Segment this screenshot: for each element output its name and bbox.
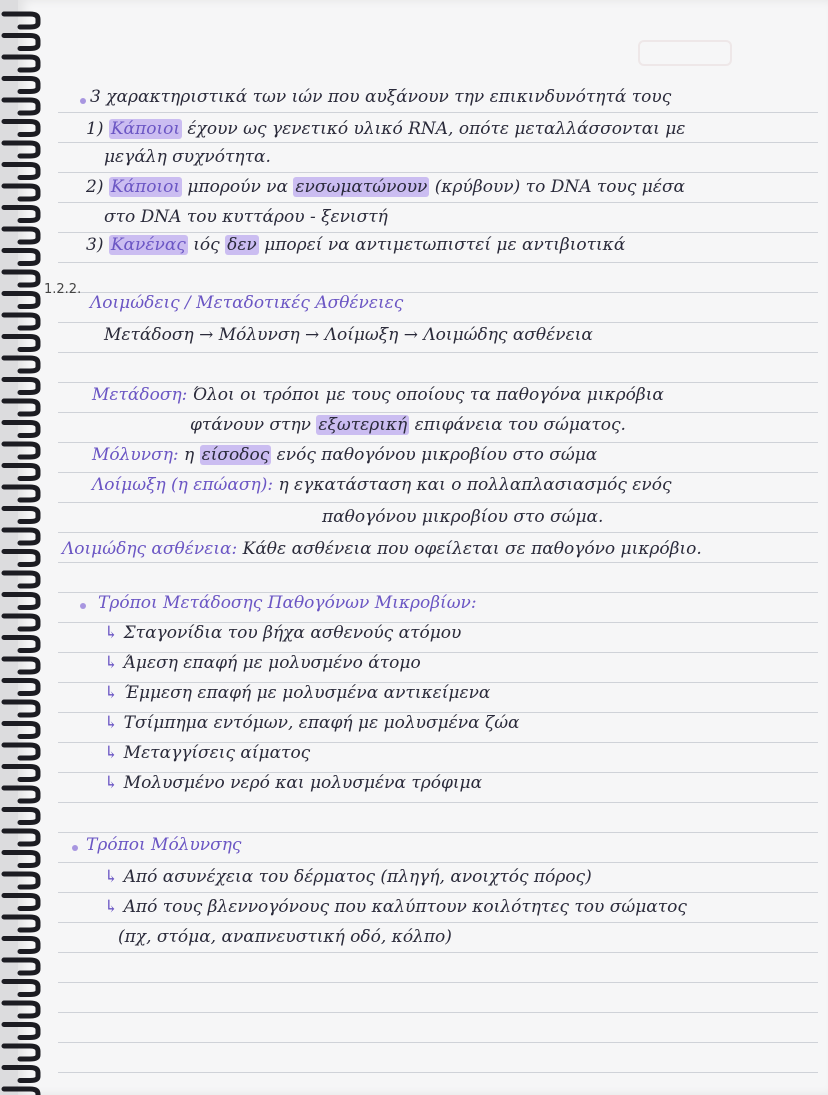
ruled-line <box>58 922 818 923</box>
definition-text: επιφάνεια του σώματος. <box>414 415 626 435</box>
list-item <box>104 652 421 674</box>
arrow-icon: ↳ <box>104 653 119 673</box>
item-text: μπορεί να αντιμετωπιστεί με αντιβιοτικά <box>264 235 626 255</box>
definition-molynsi <box>92 444 597 466</box>
highlight: εξωτερική <box>318 415 408 435</box>
arrow-icon: ↳ <box>104 773 119 793</box>
list-item-text: Σταγονίδια του βήχα ασθενούς ατόμου <box>123 623 462 643</box>
list-item-cont: (πχ, στόμα, αναπνευστική οδό, κόλπο) <box>118 927 452 947</box>
ruled-line <box>58 832 818 833</box>
ruled-line <box>58 202 818 203</box>
ruled-line <box>58 802 818 803</box>
list-item <box>104 712 520 734</box>
chain-step: Λοίμωξη <box>324 325 399 345</box>
item-text: μπορούν να <box>187 177 288 197</box>
highlight: δεν <box>227 235 257 255</box>
highlight: Κάποιοι <box>110 177 181 197</box>
arrow-icon: ↳ <box>104 897 119 917</box>
list-item <box>104 896 687 918</box>
highlight: είσοδος <box>201 445 270 465</box>
item-number: 1) <box>86 119 104 139</box>
definition-text: η <box>184 445 195 465</box>
ruled-line <box>58 892 818 893</box>
ruled-line <box>58 1012 818 1013</box>
list-item-text: Έμμεση επαφή με μολυσμένα αντικείμενα <box>123 683 491 703</box>
definition-metadosi <box>92 384 664 406</box>
list-item-text: Από τους βλεννογόνους που καλύπτουν κοιλότητες του σώματος <box>123 897 687 917</box>
bullet-dot-icon <box>80 98 86 104</box>
section1-item-1 <box>86 118 685 140</box>
section-number: 1.2.2. <box>44 282 82 297</box>
arrow-icon: → <box>403 325 418 345</box>
item-number: 3) <box>86 235 104 255</box>
ruled-line <box>58 232 818 233</box>
ruled-line <box>58 352 818 353</box>
list-item <box>104 682 490 704</box>
definition-term: Μόλυνση: <box>92 445 179 465</box>
definition-text: Κάθε ασθένεια που οφείλεται σε παθογόνο μικρόβιο. <box>242 539 702 559</box>
definition-text: φτάνουν στην <box>190 415 311 435</box>
list-item <box>104 772 482 794</box>
section4-title: Τρόποι Μόλυνσης <box>86 835 242 855</box>
arrow-icon: ↳ <box>104 683 119 703</box>
ruled-line <box>58 952 818 953</box>
list-item <box>104 866 592 888</box>
ruled-line <box>58 1072 818 1073</box>
ruled-line <box>58 382 818 383</box>
chain-step: Μόλυνση <box>218 325 300 345</box>
ruled-line <box>58 112 818 113</box>
item-number: 2) <box>86 177 104 197</box>
chain-step: Λοιμώδης ασθένεια <box>423 325 593 345</box>
item-text: ιός <box>193 235 220 255</box>
section1-item-3 <box>86 234 625 256</box>
ruled-line <box>58 502 818 503</box>
definition-term: Λοιμώδης ασθένεια: <box>62 539 238 559</box>
bullet-dot-icon <box>80 603 86 609</box>
section1-item-2 <box>86 176 685 198</box>
list-item-text: Μολυσμένο νερό και μολυσμένα τρόφιμα <box>123 773 483 793</box>
ruled-line <box>58 472 818 473</box>
definition-text: ενός παθογόνου μικροβίου στο σώμα <box>276 445 598 465</box>
arrow-icon: ↳ <box>104 867 119 887</box>
ruled-line <box>58 862 818 863</box>
ruled-line <box>58 562 818 563</box>
chain-step: Μετάδοση <box>104 325 194 345</box>
ruled-line <box>58 142 818 143</box>
process-chain <box>104 324 593 346</box>
definition-asthenia <box>62 538 702 560</box>
ruled-line <box>58 172 818 173</box>
section2-title: Λοιμώδεις / Μεταδοτικές Ασθένειες <box>90 293 404 313</box>
list-item-text: Άμεση επαφή με μολυσμένο άτομο <box>123 653 421 673</box>
ruled-line <box>58 412 818 413</box>
ruled-line <box>58 442 818 443</box>
list-item-text: Τσίμπημα εντόμων, επαφή με μολυσμένα ζώα <box>123 713 520 733</box>
definition-text: η εγκατάσταση και ο πολλαπλασιασμός ενός <box>278 475 672 495</box>
definition-text: Όλοι οι τρόποι με τους οποίους τα παθογόνα μικρόβια <box>192 385 664 405</box>
item-text: έχουν ως γενετικό υλικό RNA, οπότε μεταλλάσσονται με <box>187 119 686 139</box>
bullet-dot-icon <box>72 845 78 851</box>
definition-term: Λοίμωξη (η επώαση): <box>92 475 274 495</box>
section3-title: Τρόποι Μετάδοσης Παθογόνων Μικροβίων: <box>98 593 477 613</box>
highlight: Κάποιοι <box>110 119 181 139</box>
spiral-binding-icon <box>0 0 46 1095</box>
arrow-icon: → <box>199 325 214 345</box>
definition-term: Μετάδοση: <box>92 385 188 405</box>
list-item <box>104 742 310 764</box>
section1-item-1-cont: μεγάλη συχνότητα. <box>104 147 271 167</box>
ruled-line <box>58 532 818 533</box>
list-item-text: Από ασυνέχεια του δέρματος (πληγή, ανοιχτός πόρος) <box>123 867 592 887</box>
arrow-icon: ↳ <box>104 743 119 763</box>
ruled-line <box>58 982 818 983</box>
item-text: (κρύβουν) το DNA τους μέσα <box>434 177 686 197</box>
ruled-line <box>58 262 818 263</box>
definition-loimoxi-cont: παθογόνου μικροβίου στο σώμα. <box>322 507 604 527</box>
section1-heading: 3 χαρακτηριστικά των ιών που αυξάνουν την επικινδυνότητά τους <box>90 87 672 107</box>
ruled-line <box>58 1042 818 1043</box>
definition-metadosi-cont <box>190 414 626 436</box>
ruled-line <box>58 322 818 323</box>
highlight: Κανένας <box>110 235 186 255</box>
section1-item-2-cont: στο DNA του κυττάρου - ξενιστή <box>104 207 388 227</box>
definition-loimoxi <box>92 474 672 496</box>
highlight: ενσωματώνουν <box>295 177 428 197</box>
faint-stamp-mark <box>638 40 732 66</box>
list-item-text: Μεταγγίσεις αίματος <box>123 743 311 763</box>
arrow-icon: ↳ <box>104 623 119 643</box>
arrow-icon: ↳ <box>104 713 119 733</box>
arrow-icon: → <box>305 325 320 345</box>
list-item <box>104 622 461 644</box>
